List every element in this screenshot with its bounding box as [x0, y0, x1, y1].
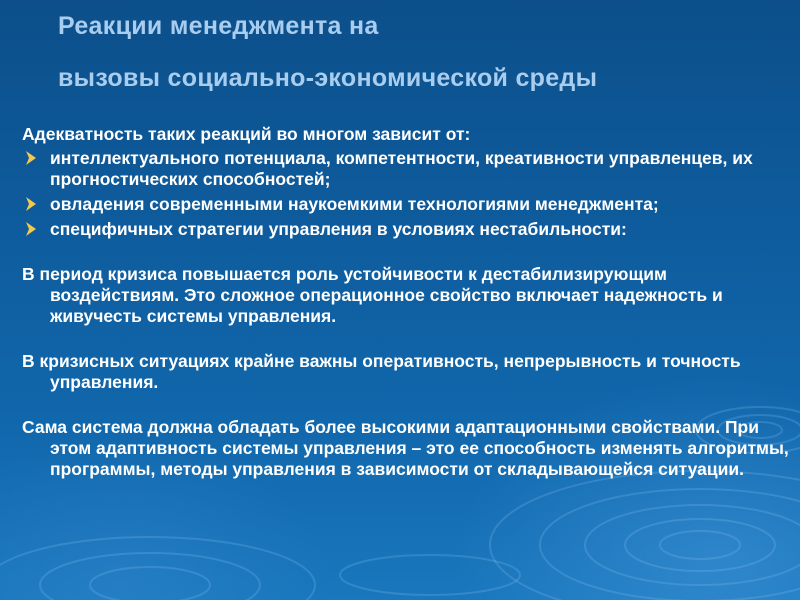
slide-title-line-1: Реакции менеджмента на — [58, 12, 379, 40]
bullet-text: специфичных стратегии управления в условиях нестабильности: — [50, 219, 627, 239]
arrow-bullet-icon — [24, 220, 38, 238]
bullet-text: интеллектуального потенциала, компетентности, креативности управленцев, их прогностических способностей; — [50, 148, 753, 189]
bullet-item — [22, 219, 792, 240]
intro-text: Адекватность таких реакций во многом зависит от: — [22, 124, 471, 144]
bullet-item — [22, 194, 792, 215]
crisis-situations-paragraph: В кризисных ситуациях крайне важны оперативность, непрерывность и точность управления. — [22, 351, 741, 392]
arrow-bullet-icon — [24, 149, 38, 167]
adaptivity-paragraph: Сама система должна обладать более высокими адаптационными свойствами. При этом адаптивность системы управления – это ее способность изменять алгоритмы, программы, методы управления в зависимости от складывающейся ситуации. — [22, 417, 789, 479]
slide-body — [22, 124, 792, 480]
bullet-text: овладения современными наукоемкими технологиями менеджмента; — [50, 194, 659, 214]
bullet-item — [22, 148, 792, 190]
crisis-paragraph: В период кризиса повышается роль устойчивости к дестабилизирующим воздействиям. Это сложное операционное свойство включает надежность и живучесть системы управления. — [22, 264, 723, 326]
bullet-list — [22, 148, 792, 240]
slide-title-line-2: вызовы социально-экономической среды — [58, 64, 598, 92]
arrow-bullet-icon — [24, 195, 38, 213]
